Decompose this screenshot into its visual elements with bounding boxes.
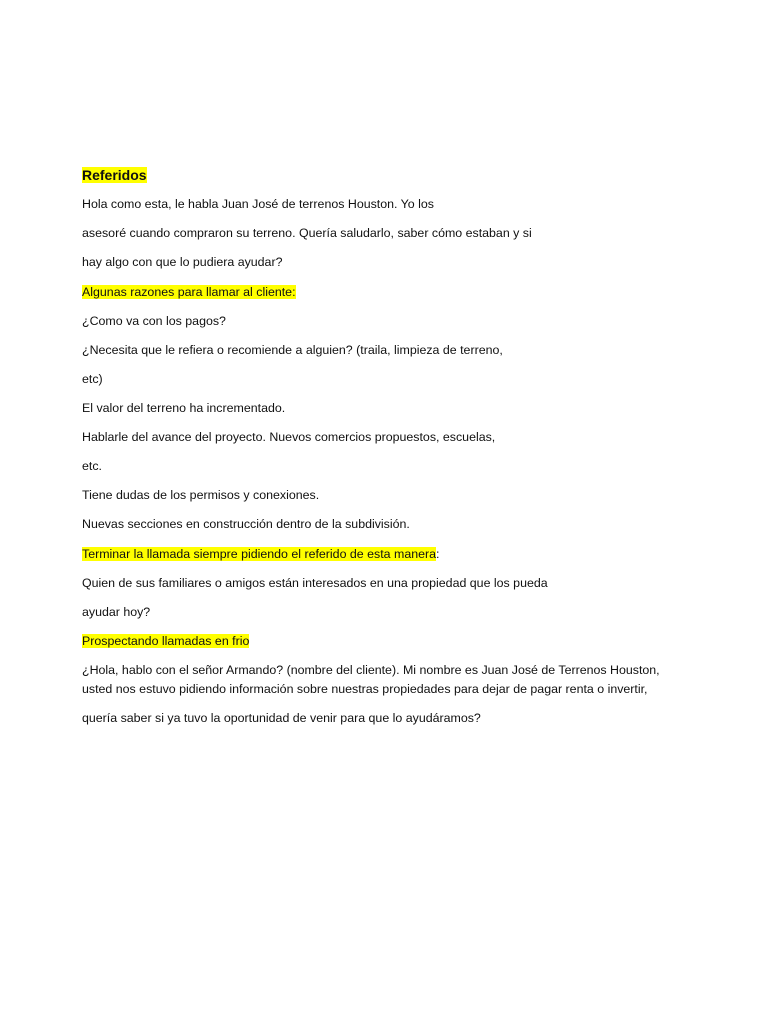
cold-heading	[82, 633, 249, 649]
reason-line-3: etc)	[82, 372, 103, 386]
reason-line-1: ¿Como va con los pagos?	[82, 314, 226, 328]
cold-line-1: ¿Hola, hablo con el señor Armando? (nombre del cliente). Mi nombre es Juan José de Terrenos Houston,	[82, 663, 660, 677]
reasons-heading	[82, 284, 296, 300]
reason-line-6: etc.	[82, 459, 102, 473]
reason-line-4: El valor del terreno ha incrementado.	[82, 401, 286, 415]
cold-line-2: usted nos estuvo pidiendo información sobre nuestras propiedades para dejar de pagar renta o invertir,	[82, 682, 648, 696]
intro-line-1: Hola como esta, le habla Juan José de terrenos Houston. Yo los	[82, 197, 434, 211]
closing-heading-suffix: :	[436, 547, 440, 561]
closing-line-1: Quien de sus familiares o amigos están interesados en una propiedad que los pueda	[82, 576, 548, 590]
reason-line-8: Nuevas secciones en construcción dentro de la subdivisión.	[82, 517, 410, 531]
intro-line-3: hay algo con que lo pudiera ayudar?	[82, 255, 283, 269]
cold-line-3: quería saber si ya tuvo la oportunidad de venir para que lo ayudáramos?	[82, 711, 481, 725]
reason-line-7: Tiene dudas de los permisos y conexiones.	[82, 488, 320, 502]
heading-referidos-text: Referidos	[82, 167, 147, 183]
reasons-heading-text: Algunas razones para llamar al cliente:	[82, 285, 296, 299]
closing-line-2: ayudar hoy?	[82, 605, 151, 619]
closing-heading	[82, 546, 439, 562]
intro-line-2: asesoré cuando compraron su terreno. Quería saludarlo, saber cómo estaban y si	[82, 226, 532, 240]
closing-heading-text: Terminar la llamada siempre pidiendo el referido de esta manera	[82, 547, 437, 561]
reason-line-2: ¿Necesita que le refiera o recomiende a alguien? (traila, limpieza de terreno,	[82, 343, 503, 357]
reason-line-5: Hablarle del avance del proyecto. Nuevos comercios propuestos, escuelas,	[82, 430, 496, 444]
heading-referidos	[82, 166, 147, 184]
cold-heading-text: Prospectando llamadas en frio	[82, 634, 250, 648]
